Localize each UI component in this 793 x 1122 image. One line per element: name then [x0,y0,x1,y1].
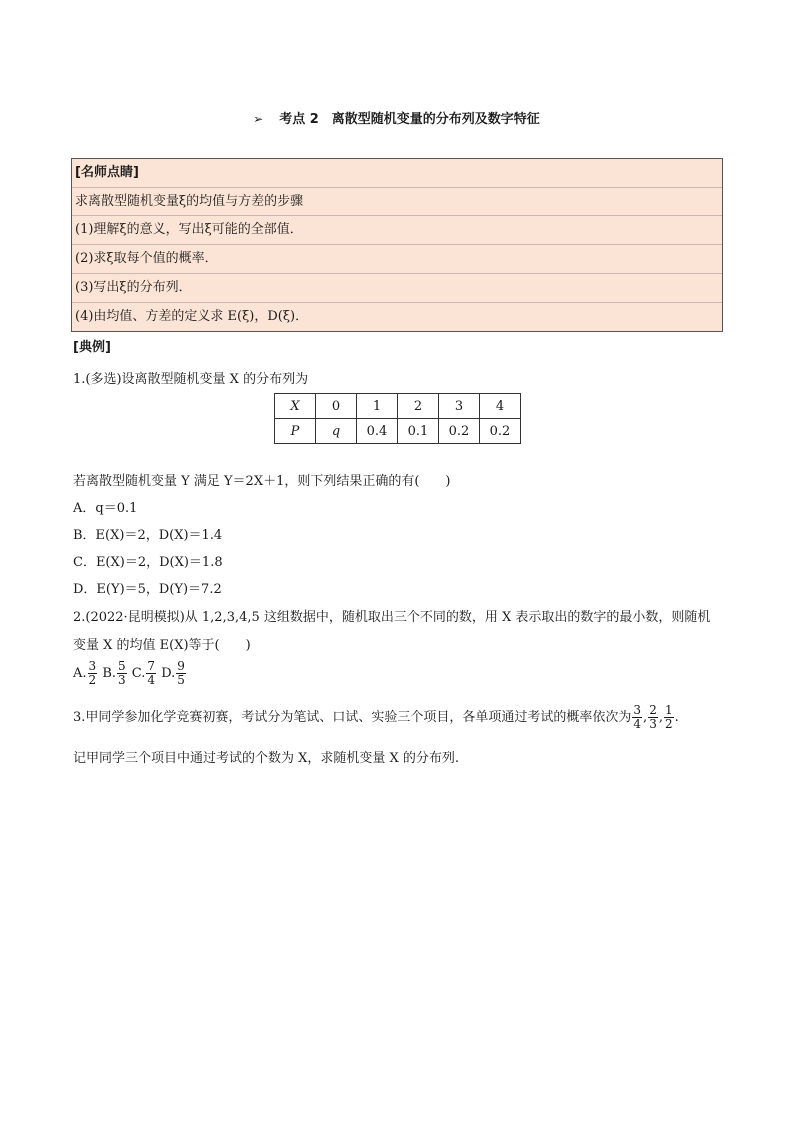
tips-line: 求离散型随机变量ξ的均值与方差的步骤 [72,187,722,215]
q3-stem: 记甲同学三个项目中通过考试的个数为 X，求随机变量 X 的分布列. [73,751,460,766]
q3-stem: 3.甲同学参加化学竞赛初赛，考试分为笔试、口试、实验三个项目，各单项通过考试的概率依次为 $\frac{3}{4}$ , $\frac{2}{3}$ , $\frac{1}{2}$ . [73,703,679,731]
table-cell: 0.2 [439,419,480,444]
q2-stem: 2.(2022·昆明模拟)从 1,2,3,4,5 这组数据中，随机取出三个不同的数，用 X 表示取出的数字的最小数，则随机 [73,610,711,625]
table-cell: 0.2 [480,419,521,444]
q2-option: D. $\frac{9}{5}$ [161,659,185,687]
q1-option: D．E(Y)＝5，D(Y)＝7.2 [73,582,222,597]
table-row [275,419,521,444]
q2-options [73,660,187,687]
table-cell: 0.4 [357,419,398,444]
table-cell: P [275,419,316,444]
section-heading [0,108,793,127]
table-cell: 0.1 [398,419,439,444]
q1-option: B．E(X)＝2，D(X)＝1.4 [73,528,223,543]
tips-box [71,158,723,332]
distribution-table [274,393,521,444]
example-label: [典例] [73,340,111,355]
tips-line: (3)写出ξ的分布列． [72,273,722,301]
tips-line: (1)理解ξ的意义，写出ξ可能的全部值． [72,215,722,243]
fraction: $\frac{2}{3}$ [649,703,657,731]
q2-option: C. $\frac{7}{4}$ [131,659,156,687]
arrow-bullet-icon: ➢ [253,112,264,126]
q2-option: B. $\frac{5}{3}$ [102,659,126,687]
section-title: 考点 2 离散型随机变量的分布列及数字特征 [279,112,540,127]
table-cell: 1 [357,394,398,419]
table-cell: q [316,419,357,444]
q2-stem: 变量 X 的均值 E(X)等于( ) [73,638,251,653]
q1-stem: 1.(多选)设离散型随机变量 X 的分布列为 [73,372,309,387]
q1-option: C．E(X)＝2，D(X)＝1.8 [73,555,223,570]
q1-condition: 若离散型随机变量 Y 满足 Y＝2X＋1，则下列结果正确的有( ) [73,474,451,489]
q2-option: A. $\frac{3}{2}$ [73,659,97,687]
table-cell: 4 [480,394,521,419]
tips-line: (4)由均值、方差的定义求 E(ξ)，D(ξ)． [72,302,722,330]
fraction: $\frac{3}{4}$ [633,703,642,731]
table-cell: 0 [316,394,357,419]
tips-line: (2)求ξ取每个值的概率． [72,244,722,272]
q1-option: A．q＝0.1 [73,501,138,516]
table-row [275,394,521,419]
table-cell: 2 [398,394,439,419]
fraction: $\frac{1}{2}$ [664,703,673,731]
table-cell: 3 [439,394,480,419]
table-cell: X [275,394,316,419]
tips-label: [名师点睛] [75,165,139,180]
